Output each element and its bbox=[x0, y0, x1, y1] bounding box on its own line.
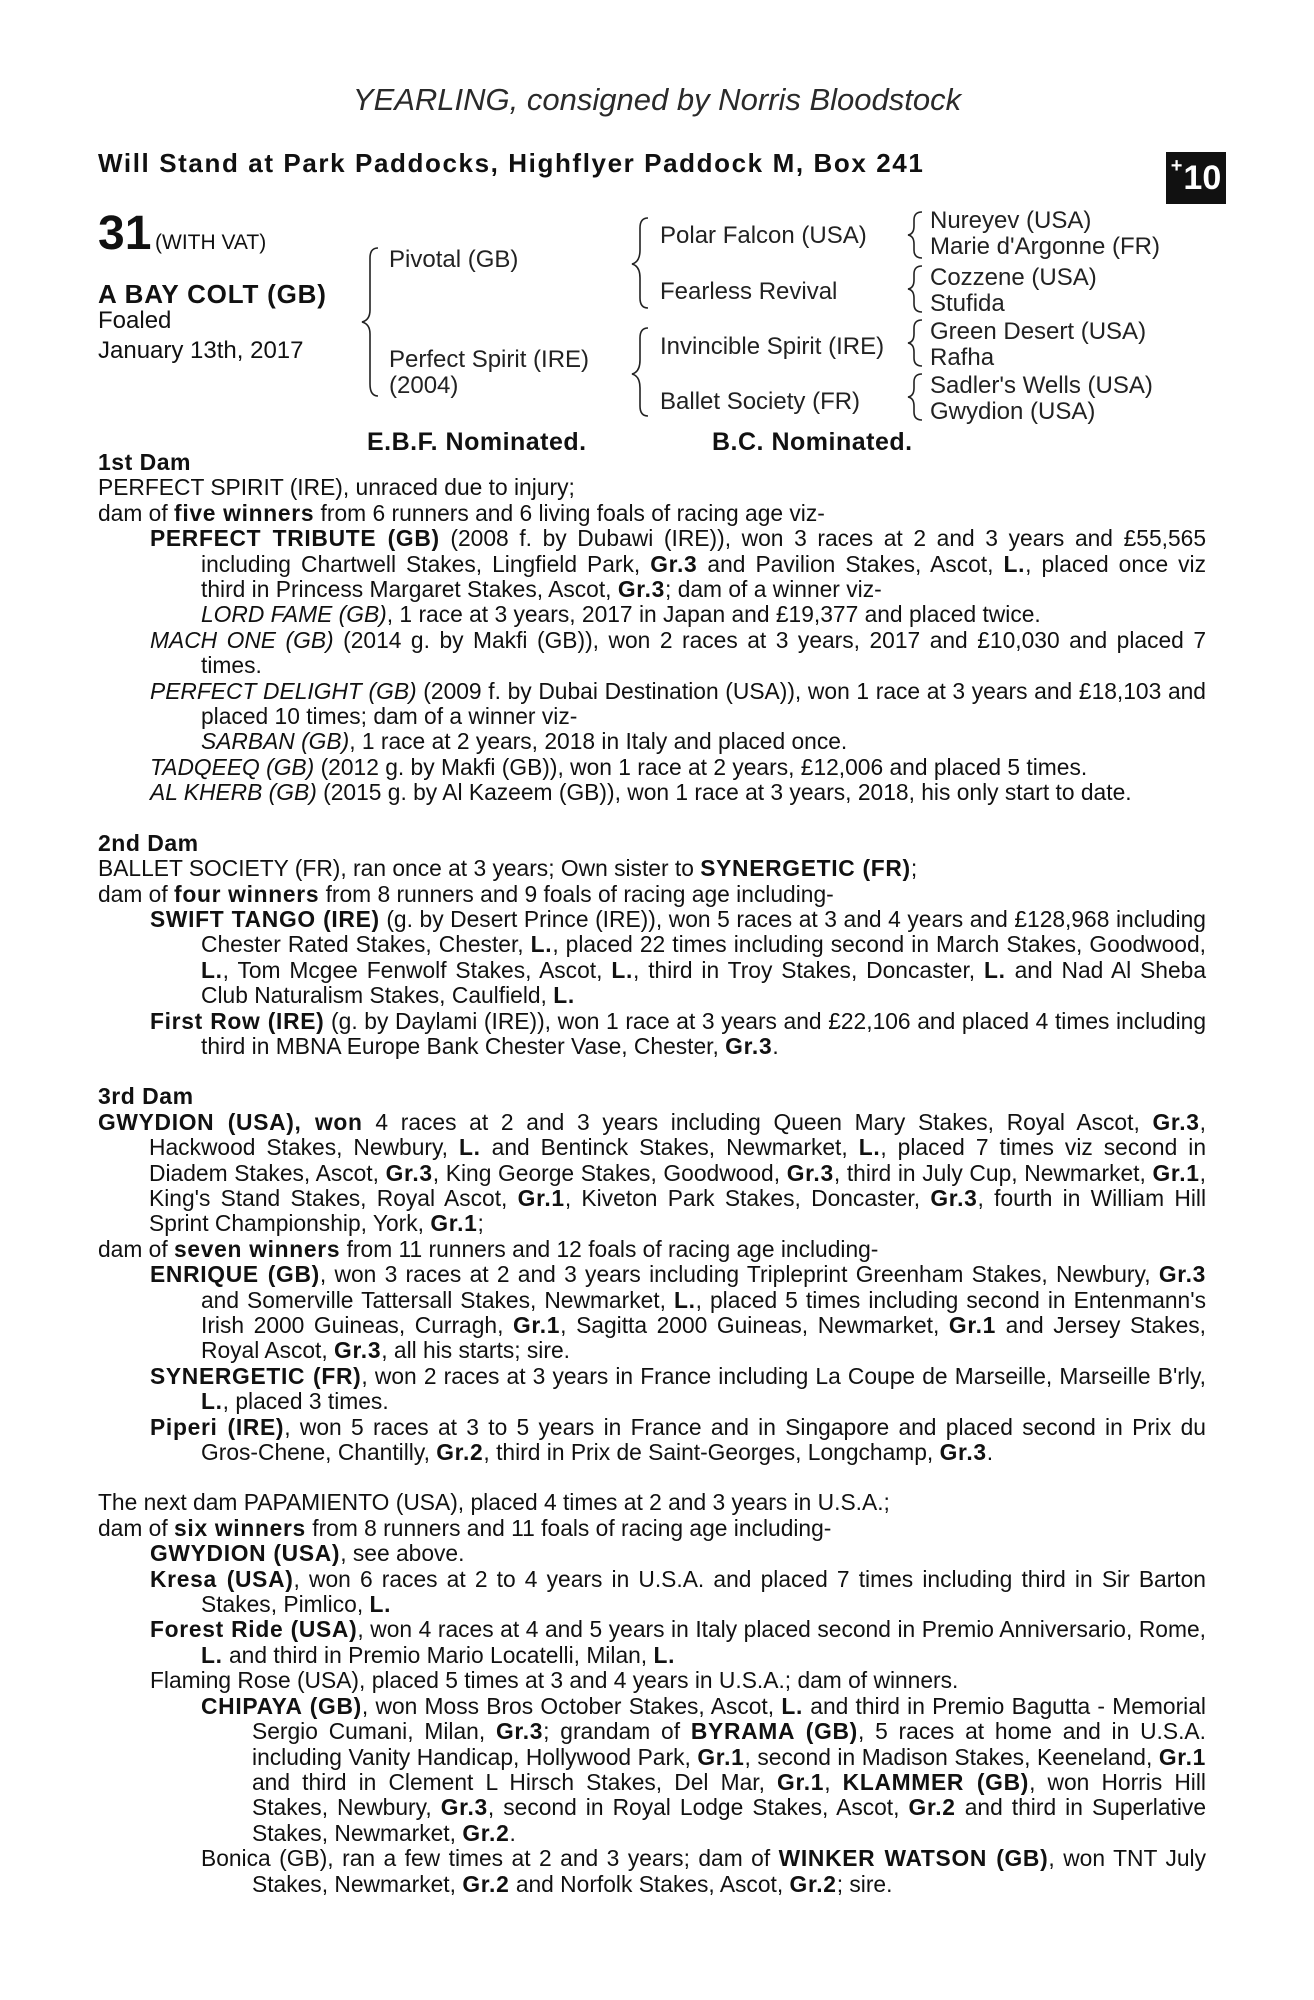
text-run: , won TNT July Stakes, Newmarket, bbox=[252, 1845, 1206, 1897]
produce-entry bbox=[150, 755, 1206, 780]
emphasis-text: WINKER WATSON (GB) bbox=[778, 1845, 1049, 1872]
emphasis-text: L. bbox=[673, 1286, 696, 1313]
produce-entry bbox=[150, 1009, 1206, 1060]
produce-entry bbox=[150, 1415, 1206, 1466]
first-dam-heading: 1st Dam bbox=[98, 449, 191, 475]
produce-sub-entry bbox=[201, 1846, 1206, 1897]
emphasis-text: ENRIQUE (GB) bbox=[150, 1261, 320, 1288]
emphasis-text: five winners bbox=[174, 499, 315, 526]
text-run: , won 2 races at 3 years in France including La Coupe de Marseille, Marseille B'rly, bbox=[361, 1362, 1206, 1389]
next-dam-intro: The next dam PAPAMIENTO (USA), placed 4 times at 2 and 3 years in U.S.A.; bbox=[98, 1489, 890, 1516]
text-run: , 5 races at home and in U.S.A. including Vanity Handicap, Hollywood Park, bbox=[252, 1718, 1206, 1770]
text-run: , fourth in William Hill Sprint Championship, York, bbox=[149, 1184, 1207, 1237]
emphasis-text: Gr.2 bbox=[789, 1870, 837, 1897]
produce-sub-entry bbox=[201, 602, 1206, 627]
text-run: (2012 g. by Makfi (GB)), won 1 race at 2 years, £12,006 and placed 5 times. bbox=[314, 753, 1088, 780]
produce-entry bbox=[150, 628, 1206, 679]
text-run: and Pavilion Stakes, Ascot, bbox=[697, 550, 1004, 577]
brace-g3 bbox=[908, 320, 922, 366]
produce-sub-entry bbox=[201, 729, 1206, 754]
emphasis-text: Gr.3 bbox=[495, 1718, 544, 1745]
emphasis-text: SYNERGETIC (FR) bbox=[700, 855, 911, 882]
stand-location: Will Stand at Park Paddocks, Highflyer Paddock M, Box 241 bbox=[98, 148, 925, 178]
text-run: ; grandam of bbox=[543, 1718, 691, 1745]
text-run: dam of bbox=[98, 1514, 175, 1541]
italic-name: MACH ONE (GB) bbox=[150, 626, 334, 653]
third-dam-summary bbox=[98, 1237, 1206, 1262]
pedigree-dam-year: (2004) bbox=[389, 372, 459, 399]
second-dam-summary bbox=[98, 882, 1206, 907]
second-dam-intro bbox=[98, 856, 1206, 881]
produce-entry bbox=[150, 1262, 1206, 1364]
text-run: , all his starts; sire. bbox=[381, 1337, 570, 1364]
brace-sire bbox=[632, 218, 648, 308]
brace-g1 bbox=[908, 212, 922, 258]
produce-entry bbox=[150, 1668, 1206, 1693]
emphasis-text: Gr.3 bbox=[440, 1794, 488, 1821]
produce-entry bbox=[150, 1617, 1206, 1668]
text-run: (g. by Desert Prince (IRE)), won 5 races at 3 and 4 years and £128,968 including Chester Rated Stakes, Chester, bbox=[201, 905, 1206, 958]
text-run: , Hackwood Stakes, Newbury, bbox=[149, 1108, 1206, 1161]
text-run: , won 3 races at 2 and 3 years including Tripleprint Greenham Stakes, Newbury, bbox=[319, 1261, 1159, 1288]
emphasis-text: L. bbox=[653, 1641, 676, 1668]
produce-entry bbox=[150, 780, 1206, 805]
text-run: . bbox=[509, 1819, 516, 1846]
emphasis-text: L. bbox=[201, 1641, 223, 1668]
text-run: (2009 f. by Dubai Destination (USA)), won 1 race at 3 years and £18,103 and placed 10 times; dam of a winner viz- bbox=[201, 677, 1206, 730]
emphasis-text: Gr.1 bbox=[697, 1743, 745, 1770]
text-run: from 11 runners and 12 foals of racing age including- bbox=[340, 1235, 879, 1262]
italic-name: TADQEEQ (GB) bbox=[150, 753, 315, 780]
emphasis-text: Gr.3 bbox=[939, 1439, 987, 1466]
emphasis-text: Gr.2 bbox=[462, 1870, 510, 1897]
text-run: (2014 g. by Makfi (GB)), won 2 races at 3 years, 2017 and £10,030 and placed 7 times. bbox=[201, 626, 1207, 679]
text-run: and Somerville Tattersall Stakes, Newmarket, bbox=[201, 1286, 674, 1313]
emphasis-text: six winners bbox=[174, 1514, 306, 1541]
text-run: from 6 runners and 6 living foals of racing age viz- bbox=[314, 499, 825, 526]
first-dam-summary bbox=[98, 501, 1206, 526]
badge-number: 10 bbox=[1183, 158, 1222, 197]
emphasis-text: Gr.1 bbox=[430, 1210, 478, 1237]
emphasis-text: L. bbox=[369, 1591, 392, 1618]
next-dam-summary bbox=[98, 1516, 1206, 1541]
pedigree-g7: Sadler's Wells (USA) bbox=[930, 372, 1153, 399]
emphasis-text: L. bbox=[1003, 550, 1026, 577]
emphasis-text: SYNERGETIC (FR) bbox=[150, 1362, 362, 1389]
text-run: Bonica (GB), ran a few times at 2 and 3 years; dam of bbox=[201, 1845, 779, 1872]
emphasis-text: Gr.1 bbox=[513, 1312, 561, 1338]
text-run: from 8 runners and 11 foals of racing age including- bbox=[305, 1514, 832, 1541]
text-run: (2008 f. by Dubawi (IRE)), won 3 races at 2 and 3 years and £55,565 including Chartwell Stakes, Lingfield Park, bbox=[201, 525, 1207, 577]
emphasis-text: Gr.3 bbox=[930, 1184, 978, 1211]
produce-entry bbox=[150, 526, 1206, 602]
italic-name: LORD FAME (GB) bbox=[201, 601, 387, 628]
emphasis-text: L. bbox=[459, 1134, 481, 1161]
text-run: , 1 race at 2 years, 2018 in Italy and placed once. bbox=[349, 728, 848, 755]
text-run: , placed 5 times including second in Entenmann's Irish 2000 Guineas, Curragh, bbox=[201, 1286, 1206, 1338]
pedigree-g4: Stufida bbox=[930, 290, 1005, 317]
lot-description: A BAY COLT (GB) bbox=[98, 279, 327, 309]
emphasis-text: Gr.1 bbox=[517, 1184, 565, 1211]
pedigree-g5: Green Desert (USA) bbox=[930, 318, 1147, 345]
text-run: 4 races at 2 and 3 years including Queen Mary Stakes, Royal Ascot, bbox=[362, 1108, 1153, 1135]
emphasis-text: KLAMMER (GB) bbox=[842, 1768, 1030, 1795]
produce-entry bbox=[150, 1364, 1206, 1415]
emphasis-text: Gr.3 bbox=[385, 1159, 433, 1186]
text-run: , see above. bbox=[340, 1540, 465, 1567]
produce-entry bbox=[150, 1541, 1206, 1566]
emphasis-text: Gr.2 bbox=[908, 1794, 956, 1821]
emphasis-text: L. bbox=[781, 1692, 804, 1719]
text-run: Flaming Rose (USA), placed 5 times at 3 and 4 years in U.S.A.; dam of winners. bbox=[150, 1667, 959, 1694]
emphasis-text: Gr.1 bbox=[1152, 1159, 1200, 1186]
brace-dam bbox=[632, 328, 648, 416]
text-run: , Sagitta 2000 Guineas, Newmarket, bbox=[560, 1312, 949, 1338]
produce-entry bbox=[150, 679, 1206, 730]
pedigree-g3: Cozzene (USA) bbox=[930, 264, 1097, 291]
text-run: , Kiveton Park Stakes, Doncaster, bbox=[564, 1184, 931, 1211]
text-run: , placed 22 times including second in March Stakes, Goodwood, bbox=[552, 931, 1207, 958]
text-run: (2015 g. by Al Kazeem (GB)), won 1 race at 3 years, 2018, his only start to date. bbox=[316, 779, 1132, 806]
emphasis-text: SWIFT TANGO (IRE) bbox=[150, 905, 380, 932]
foaled-date: January 13th, 2017 bbox=[98, 337, 304, 364]
pedigree-g1: Nureyev (USA) bbox=[930, 207, 1092, 234]
text-run: , won Horris Hill Stakes, Newbury, bbox=[252, 1768, 1207, 1821]
brace-g2 bbox=[908, 266, 922, 312]
emphasis-text: PERFECT TRIBUTE (GB) bbox=[150, 525, 440, 552]
pedigree-g8: Gwydion (USA) bbox=[930, 398, 1096, 425]
catalogue-body bbox=[98, 450, 1206, 1897]
text-run: and Norfolk Stakes, Ascot, bbox=[509, 1870, 790, 1897]
brace-g4 bbox=[908, 374, 922, 420]
produce-entry bbox=[150, 907, 1206, 1009]
pedigree-g6: Rafha bbox=[930, 344, 995, 371]
emphasis-text: L. bbox=[553, 982, 575, 1009]
pedigree-dam-name: Perfect Spirit (IRE) bbox=[389, 346, 590, 373]
text-run: and Jersey Stakes, Royal Ascot, bbox=[201, 1312, 1206, 1364]
text-run: , 1 race at 3 years, 2017 in Japan and £19,377 and placed twice. bbox=[386, 601, 1041, 628]
text-run: (g. by Daylami (IRE)), won 1 race at 3 years and £22,106 and placed 4 times including third in MBNA Europe Bank Chester Vase, Chester, bbox=[201, 1007, 1207, 1059]
emphasis-text: L. bbox=[201, 956, 223, 983]
third-dam-heading: 3rd Dam bbox=[98, 1083, 194, 1110]
text-run: and Bentinck Stakes, Newmarket, bbox=[480, 1134, 859, 1161]
text-run: ; sire. bbox=[836, 1870, 893, 1897]
emphasis-text: GWYDION (USA), won bbox=[98, 1108, 363, 1135]
emphasis-text: Kresa (USA) bbox=[150, 1565, 294, 1592]
second-dam-heading: 2nd Dam bbox=[98, 829, 199, 856]
pedigree-dam-dam: Ballet Society (FR) bbox=[660, 388, 861, 415]
produce-sub-entry bbox=[201, 1694, 1206, 1846]
emphasis-text: L. bbox=[611, 956, 633, 983]
text-run: and third in Superlative Stakes, Newmarket, bbox=[252, 1794, 1207, 1846]
emphasis-text: Gr.1 bbox=[1158, 1743, 1207, 1770]
emphasis-text: four winners bbox=[174, 880, 320, 907]
text-run: dam of bbox=[98, 880, 175, 907]
text-run: and third in Clement L Hirsch Stakes, Del Mar, bbox=[252, 1768, 778, 1795]
text-run: , won 6 races at 2 to 4 years in U.S.A. and placed 7 times including third in Sir Barton Stakes, Pimlico, bbox=[201, 1565, 1206, 1618]
emphasis-text: L. bbox=[984, 956, 1006, 983]
text-run: ; bbox=[477, 1210, 484, 1237]
emphasis-text: L. bbox=[530, 931, 553, 958]
text-run: ; dam of a winner viz- bbox=[665, 576, 882, 603]
italic-name: AL KHERB (GB) bbox=[150, 779, 317, 806]
first-dam-intro: PERFECT SPIRIT (IRE), unraced due to injury; bbox=[98, 474, 575, 501]
emphasis-text: Gr.3 bbox=[650, 550, 698, 577]
text-run: , second in Royal Lodge Stakes, Ascot, bbox=[487, 1794, 909, 1821]
text-run: , third in July Cup, Newmarket, bbox=[833, 1159, 1153, 1186]
emphasis-text: Gr.3 bbox=[725, 1032, 773, 1059]
emphasis-text: Gr.3 bbox=[786, 1159, 834, 1186]
pedigree-sire-sire: Polar Falcon (USA) bbox=[660, 222, 867, 249]
emphasis-text: Forest Ride (USA) bbox=[150, 1616, 358, 1643]
page-header: YEARLING, consigned by Norris Bloodstock bbox=[352, 82, 962, 117]
emphasis-text: CHIPAYA (GB) bbox=[201, 1692, 362, 1719]
text-run: , won Moss Bros October Stakes, Ascot, bbox=[361, 1692, 782, 1719]
text-run: . bbox=[772, 1032, 779, 1059]
emphasis-text: seven winners bbox=[174, 1235, 341, 1262]
produce-entry bbox=[150, 1567, 1206, 1618]
text-run: dam of bbox=[98, 1235, 175, 1262]
ebf-nominated: E.B.F. Nominated. bbox=[367, 428, 587, 456]
text-run: , third in Troy Stakes, Doncaster, bbox=[632, 956, 985, 983]
text-run: , won 4 races at 4 and 5 years in Italy placed second in Premio Anniversario, Rome, bbox=[357, 1616, 1206, 1643]
italic-name: PERFECT DELIGHT (GB) bbox=[150, 677, 417, 704]
foaled-label: Foaled bbox=[98, 307, 172, 334]
emphasis-text: Gr.2 bbox=[462, 1819, 510, 1846]
emphasis-text: First Row (IRE) bbox=[150, 1007, 325, 1034]
text-run: , King's Stand Stakes, Royal Ascot, bbox=[149, 1159, 1207, 1211]
emphasis-text: BYRAMA (GB) bbox=[690, 1718, 858, 1745]
text-run: , placed 7 times viz second in Diadem Stakes, Ascot, bbox=[149, 1134, 1207, 1186]
emphasis-text: Gr.3 bbox=[617, 576, 666, 603]
text-run: , second in Madison Stakes, Keeneland, bbox=[744, 1743, 1159, 1770]
emphasis-text: Gr.1 bbox=[777, 1768, 825, 1795]
text-run: dam of bbox=[98, 499, 175, 526]
lot-number: 31 bbox=[98, 207, 152, 260]
text-run: BALLET SOCIETY (FR), ran once at 3 years; Own sister to bbox=[98, 855, 701, 882]
text-run: , won 5 races at 3 to 5 years in France and in Singapore and placed second in Prix du Gros-Chene, Chantilly, bbox=[201, 1413, 1206, 1466]
emphasis-text: Gr.1 bbox=[948, 1312, 997, 1338]
emphasis-text: L. bbox=[201, 1388, 223, 1415]
emphasis-text: Gr.2 bbox=[436, 1439, 484, 1466]
text-run: , King George Stakes, Goodwood, bbox=[432, 1159, 787, 1186]
text-run: , bbox=[824, 1768, 843, 1795]
emphasis-text: L. bbox=[858, 1134, 881, 1161]
bc-nominated: B.C. Nominated. bbox=[712, 428, 913, 456]
text-run: and Nad Al Sheba Club Naturalism Stakes, Caulfield, bbox=[201, 956, 1207, 1009]
pedigree-dam-sire: Invincible Spirit (IRE) bbox=[660, 333, 885, 360]
emphasis-text: Gr.3 bbox=[1152, 1108, 1200, 1135]
text-run: , placed once viz third in Princess Margaret Stakes, Ascot, bbox=[201, 550, 1206, 603]
emphasis-text: Gr.3 bbox=[334, 1337, 382, 1364]
text-run: . bbox=[986, 1439, 994, 1466]
vat-label: (WITH VAT) bbox=[155, 231, 267, 254]
text-run: and third in Premio Mario Locatelli, Milan, bbox=[222, 1641, 654, 1668]
emphasis-text: Piperi (IRE) bbox=[150, 1413, 285, 1440]
text-run: , placed 3 times. bbox=[222, 1388, 389, 1415]
pedigree-sire-dam: Fearless Revival bbox=[660, 278, 838, 305]
brace-main bbox=[362, 248, 378, 396]
pedigree-g2: Marie d'Argonne (FR) bbox=[930, 233, 1160, 260]
text-run: from 8 runners and 9 foals of racing age including- bbox=[319, 880, 834, 907]
text-run: , third in Prix de Saint-Georges, Longchamp, bbox=[483, 1439, 940, 1466]
emphasis-text: GWYDION (USA) bbox=[150, 1540, 341, 1567]
italic-name: SARBAN (GB) bbox=[201, 728, 350, 755]
emphasis-text: Gr.3 bbox=[1158, 1261, 1206, 1288]
pedigree-sire: Pivotal (GB) bbox=[389, 246, 519, 273]
text-run: ; bbox=[910, 855, 918, 882]
badge-plus: + bbox=[1170, 154, 1183, 177]
text-run: , Tom Mcgee Fenwolf Stakes, Ascot, bbox=[222, 956, 612, 983]
third-dam-intro bbox=[98, 1110, 1206, 1237]
text-run: and third in Premio Bagutta - Memorial Sergio Cumani, Milan, bbox=[252, 1692, 1206, 1745]
